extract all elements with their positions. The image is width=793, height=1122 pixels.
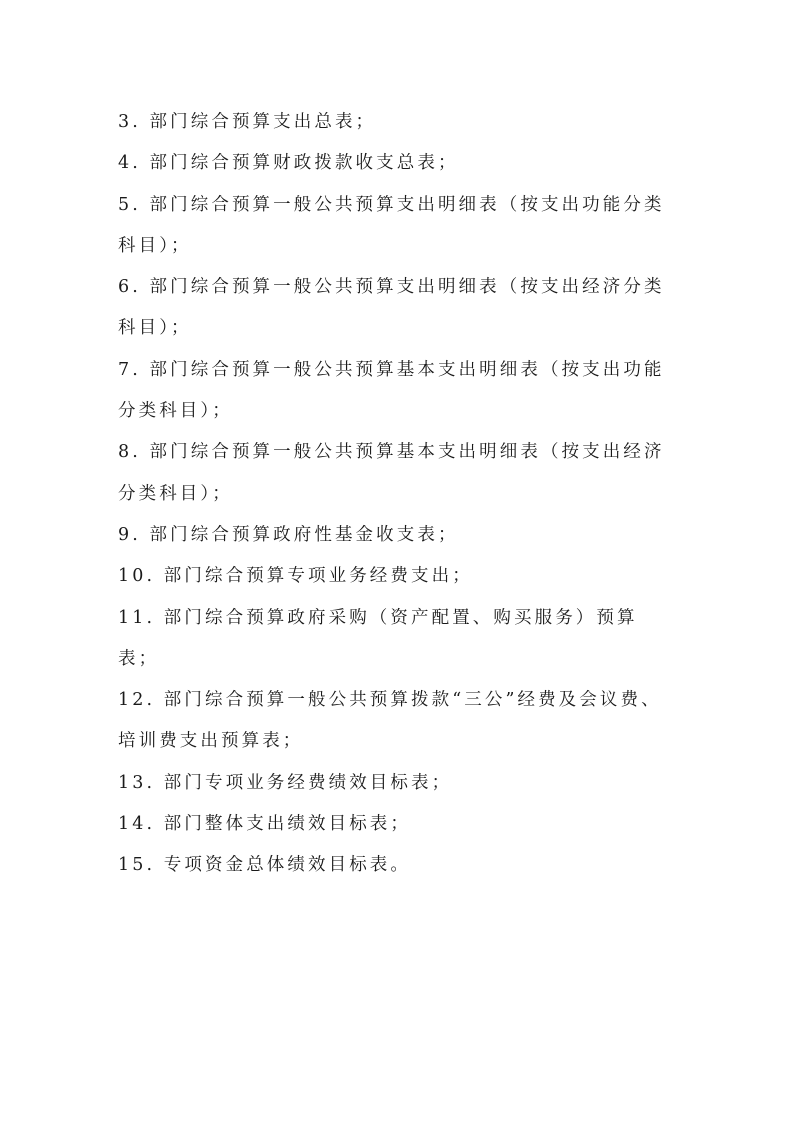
list-item [118,515,678,556]
list-item-text-continued: 科目）； [118,235,192,256]
list-item [118,680,678,721]
list-item-text: 13. 部门专项业务经费绩效目标表； [118,772,453,793]
list-item-text: 7. 部门综合预算一般公共预算基本支出明细表（按支出功能 [118,359,665,380]
list-item-text: 12. 部门综合预算一般公共预算拨款“三公”经费及会议费、 [118,690,662,711]
list-item [118,763,678,804]
list-item-text: 8. 部门综合预算一般公共预算基本支出明细表（按支出经济 [118,442,665,463]
list-item-text: 14. 部门整体支出绩效目标表； [118,814,411,835]
list-item-text: 9. 部门综合预算政府性基金收支表； [118,524,459,545]
list-item [118,185,678,226]
list-item [118,308,678,349]
list-item [118,143,678,184]
list-item-text: 4. 部门综合预算财政拨款收支总表； [118,153,459,174]
list-item [118,432,678,473]
list-item [118,391,678,432]
list-item [118,721,678,762]
list-item-text-continued: 科目）； [118,318,192,339]
list-item [118,102,678,143]
list-item-text: 3. 部门综合预算支出总表； [118,112,377,132]
list-item [118,556,678,597]
list-item-text-continued: 分类科目）； [118,401,233,422]
list-item-text-continued: 培训费支出预算表； [118,731,304,752]
list-item [118,845,678,886]
list-item-text: 6. 部门综合预算一般公共预算支出明细表（按支出经济分类 [118,277,665,298]
list-item [118,804,678,845]
list-item [118,474,678,515]
list-item-text-continued: 分类科目）； [118,483,233,504]
attachment-list [118,102,678,887]
list-item [118,598,678,681]
list-item-text: 5. 部门综合预算一般公共预算支出明细表（按支出功能分类 [118,194,665,215]
list-item [118,350,678,391]
list-item-text: 15. 专项资金总体绩效目标表。 [118,855,411,876]
list-item [118,226,678,267]
list-item-text: 10. 部门综合预算专项业务经费支出； [118,566,473,587]
list-item [118,267,678,308]
list-item-text: 11. 部门综合预算政府采购（资产配置、购买服务）预算表； [118,607,638,669]
